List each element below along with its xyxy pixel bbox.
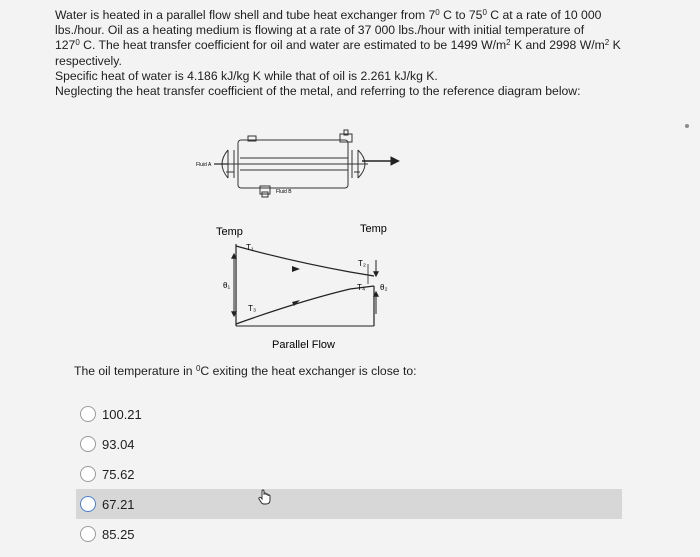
option-label: 75.62: [102, 466, 135, 482]
answer-prompt: The oil temperature in $^0$C exiting the heat exchanger is close to:: [74, 364, 417, 378]
theta2-label: θ₂: [380, 283, 388, 292]
hand-cursor-icon: [258, 489, 272, 505]
question-line-2: lbs./hour. Oil as a heating medium is flowing at a rate of 37 000 lbs./hour with initial temperature of: [55, 23, 585, 38]
fluid-a-label: Fluid A: [196, 162, 212, 168]
question-line-1: Water is heated in a parallel flow shell and tube heat exchanger from $7^0$ C to $75^0$ C at a rate of 10 000: [55, 8, 602, 22]
option-3[interactable]: [78, 459, 622, 489]
theta1-label: θ₁: [223, 281, 231, 290]
option-5[interactable]: [78, 519, 622, 549]
option-label: 93.04: [102, 436, 135, 452]
option-4[interactable]: [76, 489, 622, 519]
radio-button[interactable]: [80, 436, 96, 452]
cold-fluid-curve: [236, 286, 374, 324]
hot-fluid-curve: [236, 246, 374, 276]
answer-options: [78, 399, 622, 549]
temp-axis-right-label: Temp: [360, 223, 387, 235]
option-label: 67.21: [102, 496, 135, 512]
reference-diagram: [190, 126, 420, 354]
scroll-indicator-dot: [685, 124, 689, 128]
t4-label: T₄: [357, 283, 366, 292]
question-text: [55, 8, 655, 99]
radio-button[interactable]: [80, 526, 96, 542]
fluid-b-label: Fluid B: [276, 189, 292, 195]
question-line-6: Neglecting the heat transfer coefficient of the metal, and referring to the reference diagram below:: [55, 84, 581, 99]
temp-axis-left-label: Temp: [216, 226, 243, 238]
question-line-4: respectively.: [55, 53, 122, 68]
question-line-5: Specific heat of water is 4.186 kJ/kg K while that of oil is 2.261 kJ/kg K.: [55, 68, 438, 83]
radio-button[interactable]: [80, 466, 96, 482]
t2-label: T₂: [358, 259, 366, 268]
exchanger-schematic: [220, 130, 368, 197]
t3-label: T₃: [248, 304, 257, 313]
diagram-caption: Parallel Flow: [272, 339, 335, 351]
t1-label: T₁: [246, 243, 254, 252]
option-label: 85.25: [102, 526, 135, 542]
question-line-3: $127^0$ C. The heat transfer coefficient for oil and water are estimated to be 1499 $W/m^2$ K and 2998 $W/m^2$ K: [55, 38, 621, 53]
hot-flow-arrowhead: [292, 266, 300, 272]
radio-button-selected[interactable]: [80, 496, 96, 512]
option-2[interactable]: [78, 429, 622, 459]
radio-button[interactable]: [80, 406, 96, 422]
option-1[interactable]: [78, 399, 622, 429]
heat-exchanger-diagram: [190, 126, 420, 354]
option-label: 100.21: [102, 406, 142, 422]
